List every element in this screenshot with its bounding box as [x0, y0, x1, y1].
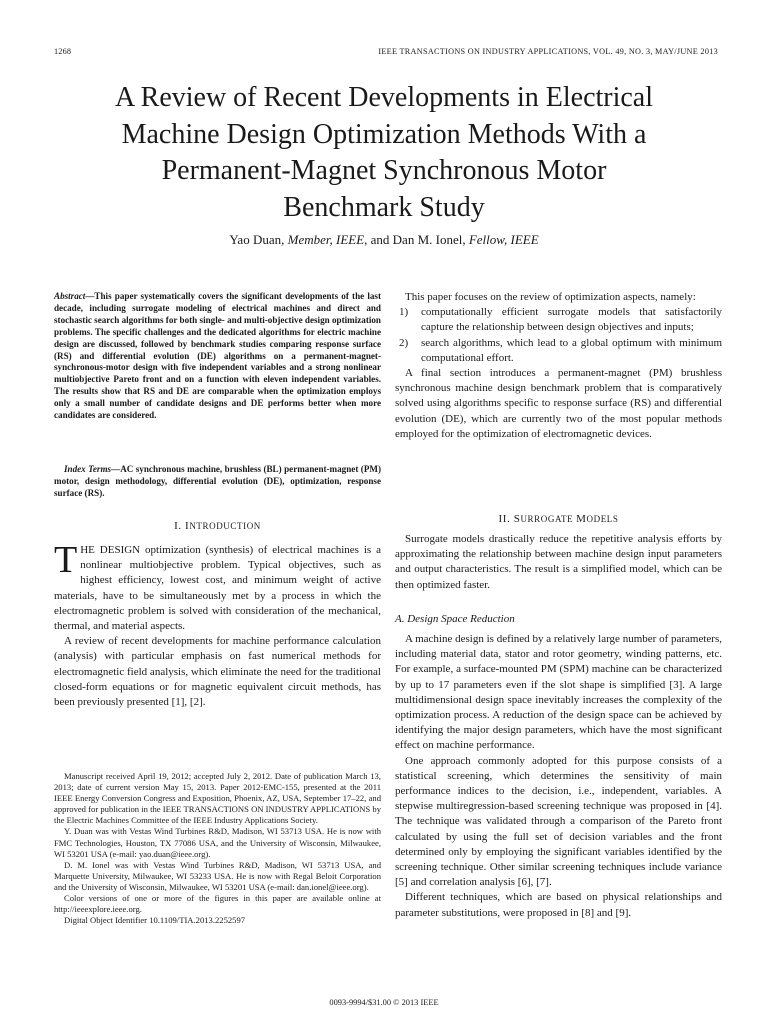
title-line: Permanent-Magnet Synchronous Motor: [161, 155, 607, 186]
list-number: 2): [399, 336, 409, 349]
design-space-paragraph: A machine design is defined by a relatively large number of parameters, including material data, stator and rotor geometry, winding patterns, etc. For example, a surface-mounted PM (SPM) machine can be characterized by up to 17 parameters even if the slot shape is simplified [3]. A large multidimensional design space inevitably increases the complexity of the optimization process. A reduction of the design space can be achieved by identifying the major design parameters, which have the most significant effect on machine performance.: [395, 633, 722, 752]
page-number: 1268: [54, 47, 72, 56]
final-section-paragraph: A final section introduces a permanent-magnet (PM) brushless synchronous machine design benchmark problem that is comparatively solved using algorithms specific to response surface (RS) and differential evolution (DE), which are currently two of the most popular methods employed for the optimization of electromagnetic devices.: [395, 367, 722, 440]
intro-body: [54, 539, 381, 710]
index-terms: [54, 464, 381, 500]
footnotes: [54, 771, 381, 926]
list-item: [395, 305, 722, 335]
section-title-initial: I: [185, 520, 190, 532]
author-role: Fellow, IEEE: [468, 232, 539, 247]
title-line: Machine Design Optimization Methods With a: [121, 118, 647, 150]
author-line: [40, 232, 728, 248]
footnote: Y. Duan was with Vestas Wind Turbines R&D, Madison, WI 53713 USA. He is now with FMC Technologies, Houston, TX 77086 USA, and the University of Wisconsin, Milwaukee, WI 53201 USA (e-mail: yao.duan@ieee.org).: [54, 826, 381, 859]
intro-paragraph: A review of recent developments for machine performance calculation (analysis) with particular emphasis on fast numerical methods for electromagnetic field analysis, which eliminate the need for the traditional closed-form equations or for magnetic equivalent circuit methods, has been previously presented [1], [2].: [54, 635, 381, 709]
list-text: computationally efficient surrogate models that satisfactorily capture the relationship between design objectives and inputs;: [421, 306, 722, 334]
list-text: search algorithms, which lead to a global optimum with minimum computational effort.: [421, 336, 722, 364]
index-terms-text: —AC synchronous machine, brushless (BL) permanent-magnet (PM) motor, design methodology, differential evolution (DE), optimization, response surface (RS).: [54, 464, 381, 498]
surrogate-intro: [395, 532, 722, 593]
section-title-rest: ODELS: [586, 514, 619, 524]
list-item: [395, 336, 722, 366]
design-space-body: [395, 632, 722, 921]
list-number: 1): [399, 306, 409, 319]
section-number: I.: [174, 520, 186, 532]
focus-paragraph: This paper focuses on the review of optimization aspects, namely:: [405, 291, 696, 303]
section-title-rest: NTRODUCTION: [189, 521, 261, 531]
index-terms-label: Index Terms: [64, 464, 112, 474]
paper-title: [40, 80, 728, 226]
title-line: A Review of Recent Developments in Electrical: [114, 82, 654, 113]
footnote: D. M. Ionel was with Vestas Wind Turbines R&D, Madison, WI 53713 USA, and Marquette University, Milwaukee, WI 53233 USA. He is now with Regal Beloit Corporation and the University of Wisconsin, Milwaukee, WI 53201 USA (e-mail: dan.ionel@ieee.org).: [54, 859, 381, 892]
section-title-initial: S: [513, 513, 521, 525]
section-title-rest: URROGATE: [520, 514, 577, 524]
footnote: Manuscript received April 19, 2012; accepted July 2, 2012. Date of publication March 13, 2013; date of current version May 15, 2013. Paper 2012-EMC-155, presented at the 2011 IEEE Energy Conversion Congress and Exposition, Phoenix, AZ, USA, September 17–22, and approved for publication in the IEEE TRANSACTIONS ON INDUSTRY APPLICATIONS by the Electric Machines Committee of the IEEE Industry Applications Society.: [54, 771, 381, 826]
subsection-heading: A. Design Space Reduction: [395, 613, 515, 625]
section-heading-surrogate-models: [395, 513, 722, 525]
abstract-label: Abstract: [54, 291, 86, 301]
subsection-design-space: [395, 613, 722, 625]
intro-paragraph-text: optimization (synthesis) of electrical machines is a nonlinear multiobjective problem. Typical objectives, such as highest efficiency, lowest cost, and minimum weight of active materials, have to be simultaneously met by a process in which the electromagnetic problem is solved with consideration of the mechanical, thermal, and material aspects.: [54, 544, 381, 633]
abstract-text: —This paper systematically covers the significant developments of the last decade, including surrogate modeling of electrical machines and direct and stochastic search algorithms for both single- and multi-objective design optimization problems. The specific challenges and the dedicated algorithms for electric machine design are discussed, followed by benchmark studies comparing response surface (RS) and differential evolution (DE) algorithms on a permanent-magnet-synchronous-motor design with five independent variables and a strong nonlinear multiobjective Pareto front and on a function with eleven independent variables. The results show that RS and DE are comparable when the optimization employs only a small number of candidate designs and DE performs better when more candidates are considered.: [54, 291, 381, 421]
drop-cap: T: [54, 539, 78, 581]
abstract: [54, 291, 381, 422]
author-name: Yao Duan,: [229, 232, 288, 247]
intro-lead-caps: HE DESIGN: [80, 544, 141, 556]
intro-paragraph: [54, 539, 381, 634]
footnote: Digital Object Identifier 10.1109/TIA.2013.2252597: [64, 915, 246, 926]
section-heading-introduction: [54, 520, 381, 532]
surrogate-paragraph: Surrogate models drastically reduce the repetitive analysis efforts by approximating the relationship between machine design input parameters and output characteristics. The result is a simplified model, which can be then optimized faster.: [395, 533, 722, 591]
right-column: [395, 290, 722, 442]
author-role: Member, IEEE: [287, 232, 365, 247]
journal-header: IEEE TRANSACTIONS ON INDUSTRY APPLICATIONS, VOL. 49, NO. 3, MAY/JUNE 2013: [378, 47, 718, 56]
focus-list: [395, 305, 722, 366]
title-line: Benchmark Study: [283, 191, 485, 223]
section-title-initial: M: [576, 513, 587, 525]
copyright-footer: 0093-9994/$31.00 © 2013 IEEE: [329, 998, 439, 1007]
footnote: Color versions of one or more of the figures in this paper are available online at http://ieeexplore.ieee.org.: [54, 893, 381, 915]
design-space-paragraph: Different techniques, which are based on physical relationships and parameter substitutions, were proposed in [8] and [9].: [395, 891, 722, 919]
section-number: II.: [498, 513, 514, 525]
author-name: , and Dan M. Ionel,: [364, 232, 469, 247]
design-space-paragraph: One approach commonly adopted for this purpose consists of a statistical screening, which determines the sensitivity of main performance indices to the decision, i.e., independent, variables. A stepwise multiregression-based screening technique was proposed in [4]. The technique was validated through a comparison of the Pareto front calculated by using the full set of decision variables and the front determined only by employing the significant variables identified by the screening technique. Other similar screening techniques include variance [5] and correlation analysis [6], [7].: [395, 754, 722, 889]
